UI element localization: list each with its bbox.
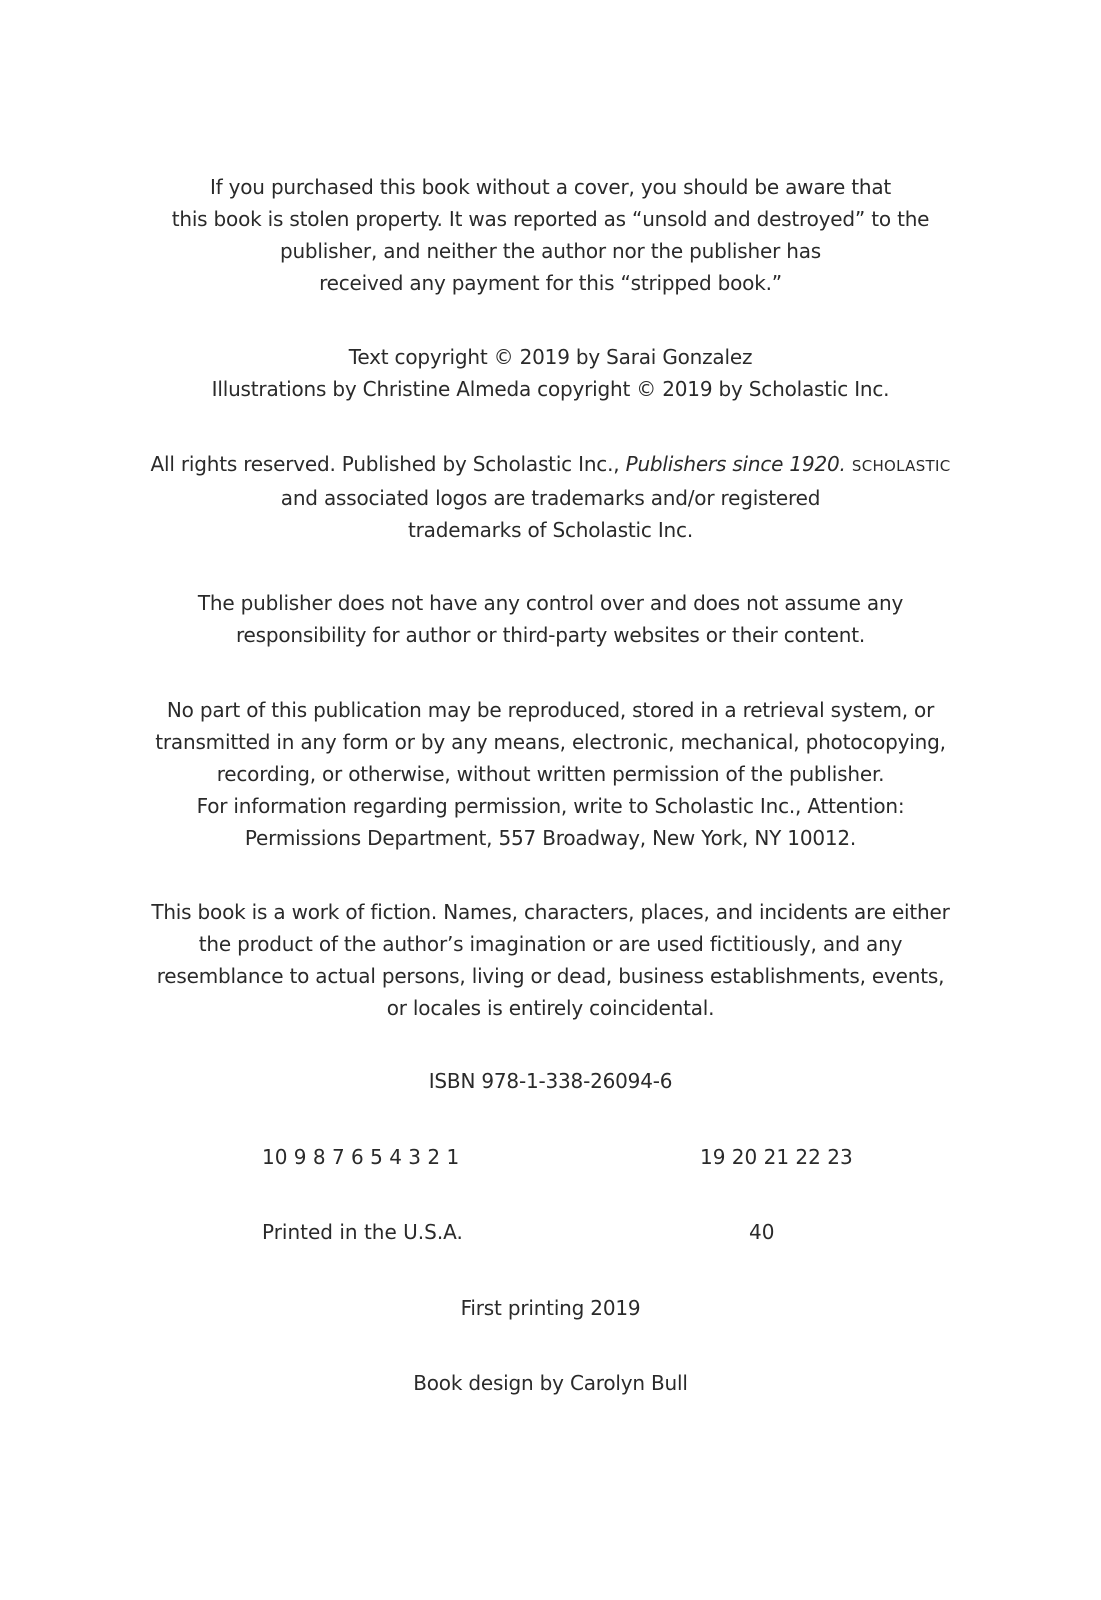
- book-design-text: Book design by Carolyn Bull: [413, 1371, 688, 1395]
- notice-line: publisher, and neither the author nor the publisher has: [279, 239, 822, 263]
- rights-line: and associated logos are trademarks and/or registered: [280, 486, 821, 510]
- printer-code: 40: [749, 1220, 775, 1244]
- printed-in-country: Printed in the U.S.A.: [262, 1220, 463, 1244]
- printing-years: 19 20 21 22 23: [700, 1145, 853, 1169]
- rights-line: [0, 448, 1101, 482]
- illustrations-copyright: Illustrations by Christine Almeda copyright © 2019 by Scholastic Inc.: [211, 377, 890, 401]
- notice-line: received any payment for this “stripped book.”: [319, 271, 782, 295]
- first-printing: [0, 1292, 1101, 1324]
- publisher-tagline: Publishers since 1920.: [625, 452, 846, 476]
- disclaimer-line: The publisher does not have any control over and does not assume any: [197, 591, 904, 615]
- notice-line: If you purchased this book without a cover, you should be aware that: [209, 175, 892, 199]
- scholastic-trademark: SCHOLASTIC: [851, 457, 951, 475]
- reproduction-line: recording, or otherwise, without written permission of the publisher.: [216, 762, 885, 786]
- publisher-disclaimer: [0, 587, 1101, 651]
- disclaimer-line: responsibility for author or third-party websites or their content.: [235, 623, 866, 647]
- stolen-book-notice: [0, 171, 1101, 299]
- fiction-line: This book is a work of fiction. Names, characters, places, and incidents are either: [151, 900, 950, 924]
- copyright-statements: [0, 341, 1101, 405]
- rights-text: All rights reserved. Published by Scholastic Inc.,: [150, 452, 626, 476]
- text-copyright: Text copyright © 2019 by Sarai Gonzalez: [348, 345, 753, 369]
- fiction-line: resemblance to actual persons, living or dead, business establishments, events,: [156, 964, 945, 988]
- fiction-line: the product of the author’s imagination or are used fictitiously, and any: [198, 932, 903, 956]
- book-design-credit: [0, 1367, 1101, 1399]
- reproduction-line: transmitted in any form or by any means, electronic, mechanical, photocopying,: [155, 730, 946, 754]
- fiction-disclaimer: [0, 896, 1101, 1024]
- reproduction-notice: [0, 694, 1101, 854]
- impression-numbers: 10 9 8 7 6 5 4 3 2 1: [262, 1145, 460, 1169]
- reproduction-line: For information regarding permission, write to Scholastic Inc., Attention:: [196, 794, 905, 818]
- notice-line: this book is stolen property. It was reported as “unsold and destroyed” to the: [171, 207, 930, 231]
- isbn-text: ISBN 978-1-338-26094-6: [428, 1069, 673, 1093]
- isbn: [0, 1065, 1101, 1097]
- fiction-line: or locales is entirely coincidental.: [386, 996, 715, 1020]
- first-printing-text: First printing 2019: [460, 1296, 641, 1320]
- reproduction-line: No part of this publication may be reproduced, stored in a retrieval system, or: [166, 698, 935, 722]
- rights-reserved: [0, 448, 1101, 546]
- rights-line: trademarks of Scholastic Inc.: [408, 518, 693, 542]
- reproduction-line: Permissions Department, 557 Broadway, New York, NY 10012.: [244, 826, 857, 850]
